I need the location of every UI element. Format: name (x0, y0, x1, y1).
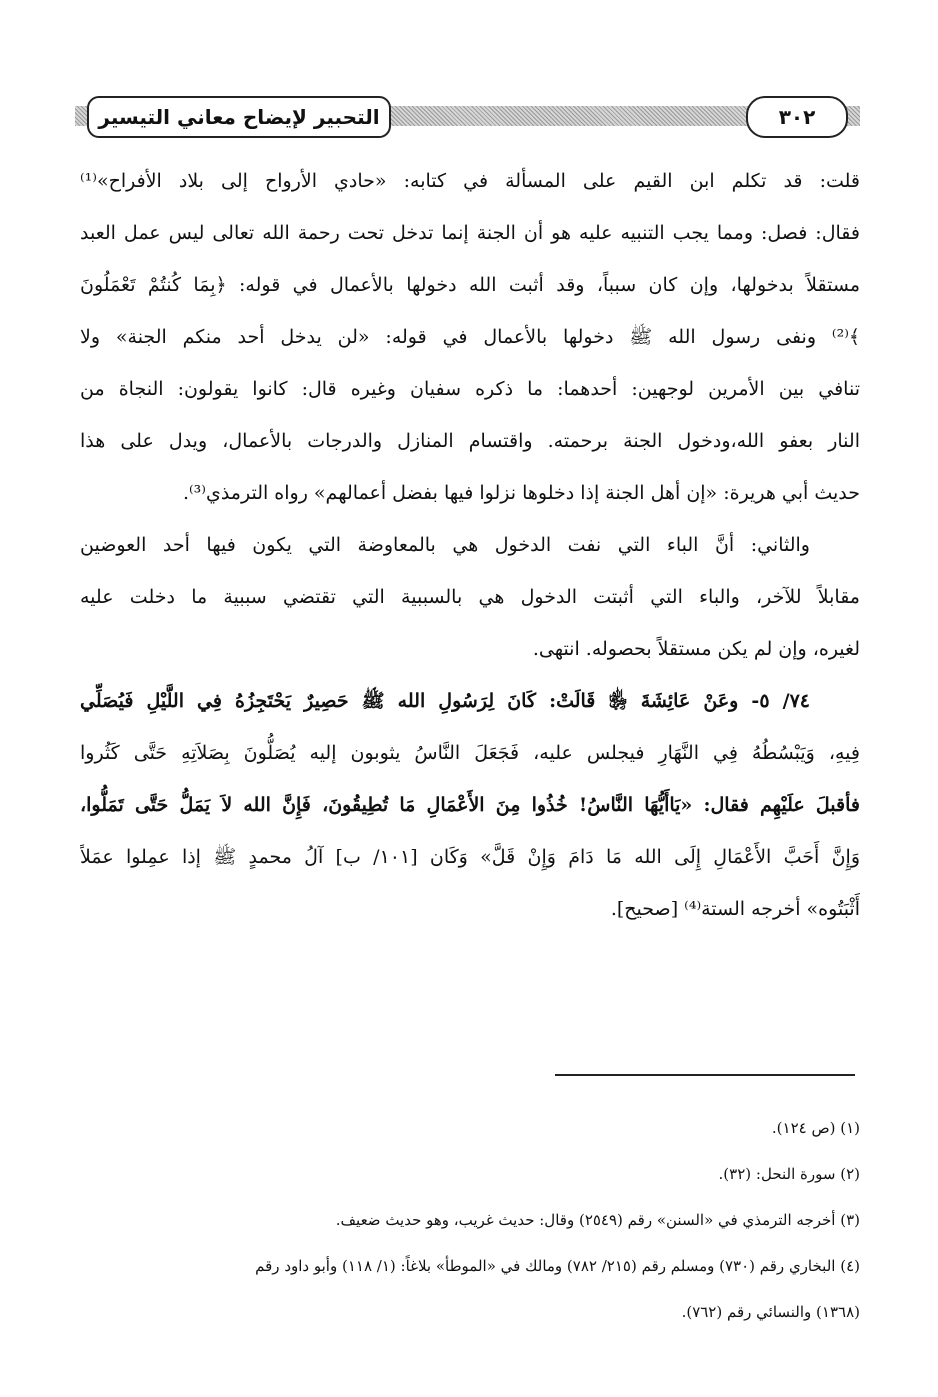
text-line: ﴾⁽²⁾ ونفى رسول الله ﷺ دخولها بالأعمال في قوله: «لن يدخل أحد منكم الجنة» ولا (80, 326, 860, 348)
text-line: والثاني: أنَّ الباء التي نفت الدخول هي بالمعاوضة التي يكون فيها أحد العوضين (80, 534, 810, 556)
text-line: فقال: فصل: ومما يجب التنبيه عليه هو أن الجنة إنما تدخل تحت رحمة الله تعالى ليس عمل العبد (80, 222, 860, 244)
page-number: ٣٠٢ (746, 96, 848, 138)
footnotes (80, 1105, 860, 1335)
text-line: قلت: قد تكلم ابن القيم على المسألة في كتابه: «حادي الأرواح إلى بلاد الأفراح»⁽¹⁾ (80, 170, 860, 192)
footnote-separator (555, 1074, 855, 1076)
main-text (80, 155, 860, 935)
running-title: التحبير لإيضاح معاني التيسير (87, 96, 391, 138)
hadith-line: فِيهِ، وَيَبْسُطُهُ فِي النَّهَارِ فيجلس عليه، فَجَعَلَ النَّاسُ يثوبون إليه يُصَلُّونَ بِصَلاَتِهِ حَتَّى كَثُروا (80, 742, 860, 764)
text-line: حديث أبي هريرة: «إن أهل الجنة إذا دخلوها نزلوا فيها بفضل أعمالهم» رواه الترمذي⁽³⁾. (182, 482, 860, 504)
footnote: (١٣٦٨) والنسائي رقم (٧٦٢). (681, 1303, 860, 1321)
text-line: النار بعفو الله،ودخول الجنة برحمته. واقتسام المنازل والدرجات بالأعمال، ويدل على هذا (80, 430, 860, 452)
text-line: مقابلاً للآخر، والباء التي أثبتت الدخول هي بالسببية التي تقتضي سببية ما دخلت عليه (80, 586, 860, 608)
text-line: مستقلاً بدخولها، وإن كان سبباً، وقد أثبت الله دخولها بالأعمال في قوله: ﴿بِمَا كُنتُمْ تَعْمَلُونَ (80, 274, 860, 296)
text-line: لغيره، وإن لم يكن مستقلاً بحصوله. انتهى. (532, 638, 860, 660)
footnote: (٢) سورة النحل: (٣٢). (718, 1165, 860, 1183)
hadith-line: فأقبلَ علَيْهِم فقال: «يَاأَيُّهَا النَّاسُ! خُذُوا مِنَ الأَعْمَالِ مَا تُطِيقُونَ، فَإِنَّ الله لاَ يَمَلُّ حَتَّى تَمَلُّوا، (80, 794, 860, 816)
footnote: (٣) أخرجه الترمذي في «السنن» رقم (٢٥٤٩) وقال: حديث غريب، وهو حديث ضعيف. (335, 1211, 860, 1229)
footnote: (٤) البخاري رقم (٧٣٠) ومسلم رقم (٢١٥/ ٧٨٢) ومالك في «الموطأ» بلاغاً: (١/ ١١٨) وأبو داود رقم (255, 1257, 860, 1275)
hadith-line: أَثْبَتُوه» أخرجه الستة⁽⁴⁾ [صحيح]. (610, 898, 860, 920)
footnote: (١) (ص ١٢٤). (771, 1119, 860, 1137)
hadith-line: وَإِنَّ أَحَبَّ الأَعْمَالِ إِلَى الله مَا دَامَ وَإِنْ قَلَّ» وَكَان [١٠١/ ب] آلُ محمدٍ ﷺ إذا عمِلوا عمَلاً (80, 846, 860, 868)
hadith-line: ٧٤/ ٥- وعَنْ عَائِشَةَ ﵂ قَالَتْ: كَانَ لِرَسُولِ الله ﷺ حَصِيرٌ يَحْتَجِزُهُ فِي اللَّيْلِ فَيُصَلِّي (80, 690, 810, 712)
page-header (75, 92, 860, 146)
text-line: تنافي بين الأمرين لوجهين: أحدهما: ما ذكره سفيان وغيره قال: كانوا يقولون: النجاة من (80, 378, 860, 400)
